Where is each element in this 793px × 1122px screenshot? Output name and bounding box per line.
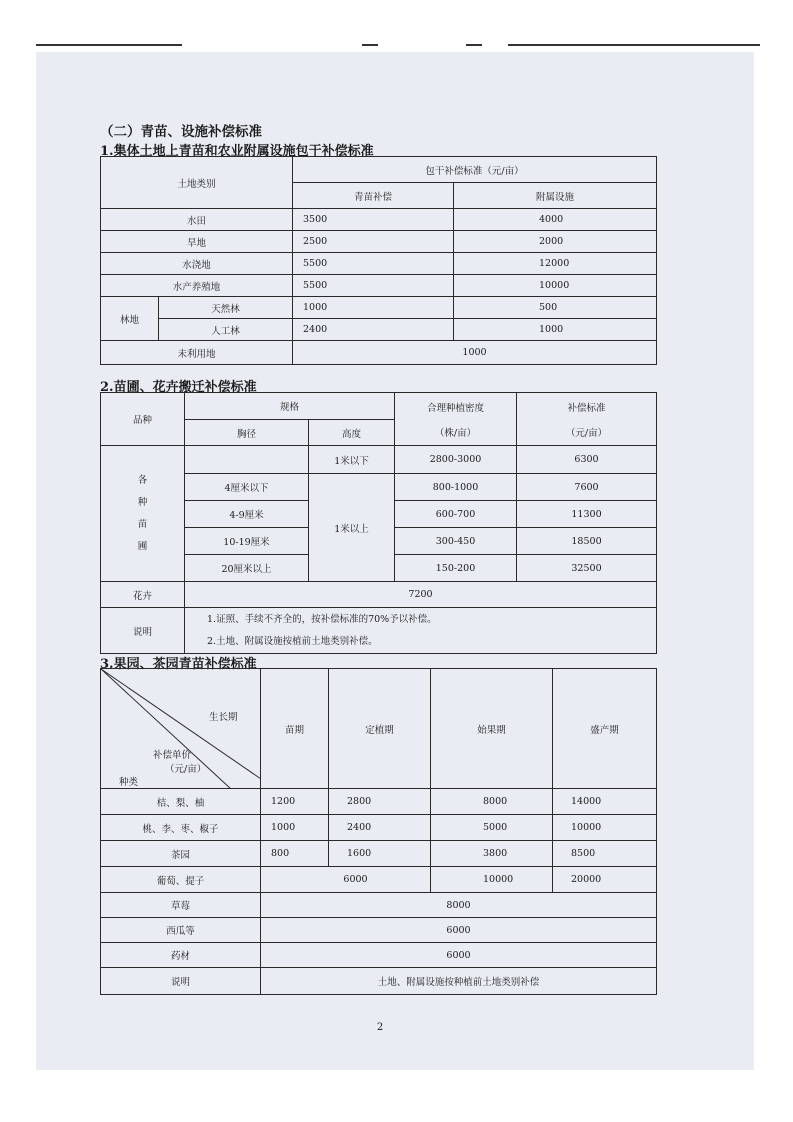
t2-row-comp: 32500 [517,555,657,582]
t1-unused-value: 1000 [293,341,657,365]
t3-single-value: 6000 [261,943,657,968]
t2-flower-value: 7200 [185,582,657,608]
t2-variety-char: 苗 [137,518,148,530]
t2-header-variety: 品种 [101,393,185,446]
t1-header-standard: 包干补偿标准（元/亩） [293,157,657,183]
t3-diagonal-header [101,669,261,789]
t1-header-facility: 附属设施 [454,183,657,209]
t2-header-spec: 规格 [185,393,395,420]
t3-period: 盛产期 [553,669,657,789]
t2-row-density: 2800-3000 [395,446,517,474]
t2-row-density: 600-700 [395,501,517,528]
t2-row-density: 150-200 [395,555,517,582]
t1-forest-label: 林地 [101,297,159,341]
t2-header-height: 高度 [309,420,395,446]
t1-row-crop: 1000 [293,297,454,319]
top-rule-1 [36,44,182,46]
t2-height-high: 1米以上 [309,474,395,582]
t2-row-diameter: 20厘米以上 [185,555,309,582]
t3-cell: 5000 [431,815,553,841]
t2-note [185,608,657,654]
t3-diag-type: 种类 [119,777,139,788]
t2-variety-char: 圃 [137,540,148,552]
t3-cell: 10000 [553,815,657,841]
t2-variety-char: 种 [137,496,148,508]
t3-diag-period: 生长期 [209,712,238,723]
t2-row-diameter: 10-19厘米 [185,528,309,555]
t1-row-crop: 5500 [293,253,454,275]
t2-flower-label: 花卉 [101,582,185,608]
t3-grape-v1: 6000 [261,867,431,893]
table1-land-compensation [100,156,657,365]
t1-row-facility: 10000 [454,275,657,297]
t2-note-label: 说明 [101,608,185,654]
t3-grape-v3: 20000 [553,867,657,893]
table1-title: 1.集体土地上青苗和农业附属设施包干补偿标准 [100,144,374,159]
t2-row-diameter: 4厘米以下 [185,474,309,501]
t1-row-facility: 1000 [454,319,657,341]
section-heading: （二）青苗、设施补偿标准 [100,124,262,140]
t3-cell: 1000 [261,815,329,841]
t2-row-density: 800-1000 [395,474,517,501]
t3-cell: 8000 [431,789,553,815]
t1-row-name: 天然林 [159,297,293,319]
t3-note-text: 土地、附属设施按种植前土地类别补偿 [261,968,657,995]
t2-header-comp [517,393,657,446]
page-number: 2 [376,1022,384,1033]
table3-title: 3.果园、茶园青苗补偿标准 [100,657,257,672]
t1-row-name: 水浇地 [101,253,293,275]
table3-orchard-compensation [100,668,657,995]
t3-grape-v2: 10000 [431,867,553,893]
t2-row-diameter [185,446,309,474]
t3-period: 定植期 [329,669,431,789]
t2-header-comp-unit: （元/亩） [565,427,608,439]
t2-variety-label [101,446,185,582]
t2-row-density: 300-450 [395,528,517,555]
t2-row-comp: 7600 [517,474,657,501]
t2-note-2: 2.土地、附属设施按植前土地类别补偿。 [207,635,378,647]
t1-row-crop: 5500 [293,275,454,297]
t3-period: 苗期 [261,669,329,789]
t3-cell: 800 [261,841,329,867]
t1-row-facility: 12000 [454,253,657,275]
t1-row-name: 水产养殖地 [101,275,293,297]
t2-height-low: 1米以下 [309,446,395,474]
t1-row-facility: 2000 [454,231,657,253]
t3-diag-unit-1: 补偿单价 [153,750,192,761]
top-rule-4 [508,44,760,46]
t3-single-value: 6000 [261,918,657,943]
table2-title: 2.苗圃、花卉搬迁补偿标准 [100,380,257,395]
t1-row-crop: 2400 [293,319,454,341]
t1-row-crop: 2500 [293,231,454,253]
t2-row-comp: 11300 [517,501,657,528]
t1-row-facility: 4000 [454,209,657,231]
t3-single-name: 西瓜等 [101,918,261,943]
t3-cell: 8500 [553,841,657,867]
t3-period: 始果期 [431,669,553,789]
t3-single-name: 草莓 [101,893,261,918]
t1-header-land: 土地类别 [101,157,293,209]
t1-row-name: 旱地 [101,231,293,253]
t1-row-name: 人工林 [159,319,293,341]
t2-row-comp: 6300 [517,446,657,474]
t2-variety-char: 各 [137,474,148,486]
t3-cell: 2800 [329,789,431,815]
t3-cell: 2400 [329,815,431,841]
t1-row-crop: 3500 [293,209,454,231]
table2-nursery-compensation [100,392,657,654]
t1-row-name: 水田 [101,209,293,231]
t3-diag-unit-2: （元/亩） [165,764,207,775]
t3-cell: 1200 [261,789,329,815]
t3-row-name: 桔、梨、柚 [101,789,261,815]
t1-unused-label: 未利用地 [101,341,293,365]
t2-header-density-unit: （株/亩） [434,427,477,439]
t3-single-value: 8000 [261,893,657,918]
t2-header-comp-label: 补偿标准 [567,402,606,414]
t1-header-crop: 青苗补偿 [293,183,454,209]
t3-cell: 3800 [431,841,553,867]
t2-row-comp: 18500 [517,528,657,555]
t3-note-label: 说明 [101,968,261,995]
t3-cell: 14000 [553,789,657,815]
t2-row-diameter: 4-9厘米 [185,501,309,528]
t3-grape-name: 葡萄、提子 [101,867,261,893]
top-rule-2 [362,44,378,46]
t2-note-1: 1.证照、手续不齐全的，按补偿标准的70%予以补偿。 [207,613,437,625]
t2-header-diameter: 胸径 [185,420,309,446]
t3-single-name: 药材 [101,943,261,968]
t3-row-name: 桃、李、枣、椒子 [101,815,261,841]
top-rule-3 [466,44,482,46]
t2-header-density-label: 合理种植密度 [427,402,485,414]
t1-row-facility: 500 [454,297,657,319]
t3-cell: 1600 [329,841,431,867]
t2-header-density [395,393,517,446]
t3-row-name: 茶园 [101,841,261,867]
